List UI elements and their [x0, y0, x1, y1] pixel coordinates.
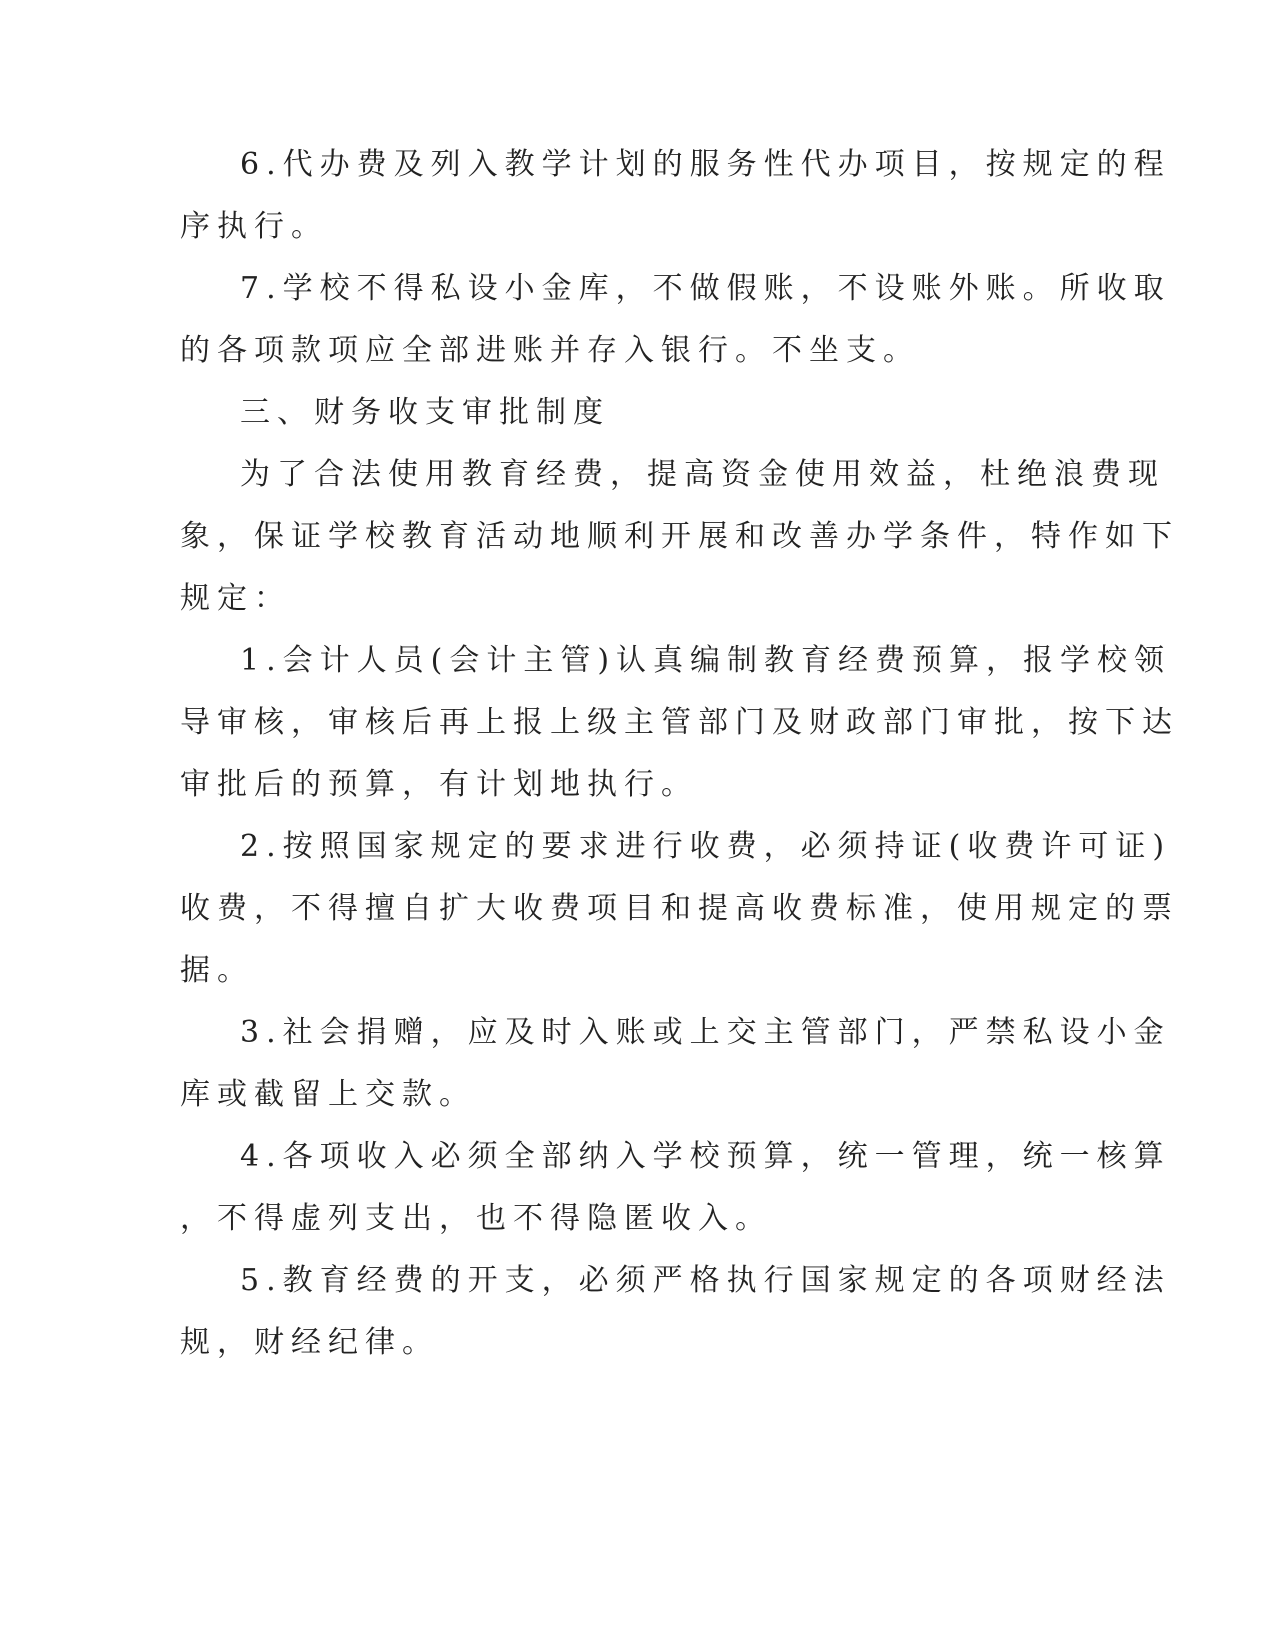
paragraph-line: 审批后的预算，有计划地执行。	[180, 767, 698, 802]
paragraph-line: 象，保证学校教育活动地顺利开展和改善办学条件，特作如下	[180, 519, 1179, 554]
paragraph-line: 库或截留上交款。	[180, 1077, 476, 1112]
paragraph-line: 7.学校不得私设小金库，不做假账，不设账外账。所收取	[240, 271, 1171, 306]
paragraph-line: 规，财经纪律。	[180, 1325, 439, 1360]
paragraph-line: 序执行。	[180, 209, 328, 244]
paragraph-line: 规定：	[180, 581, 291, 616]
paragraph-line: 为了合法使用教育经费，提高资金使用效益，杜绝浪费现	[240, 457, 1165, 492]
paragraph-line: ，不得虚列支出，也不得隐匿收入。	[180, 1201, 772, 1236]
paragraph-line: 3.社会捐赠，应及时入账或上交主管部门，严禁私设小金	[240, 1015, 1171, 1050]
paragraph-line: 4.各项收入必须全部纳入学校预算，统一管理，统一核算	[240, 1139, 1171, 1174]
paragraph-line: 据。	[180, 953, 254, 988]
section-heading-text: 三、财务收支审批制度	[240, 395, 610, 430]
paragraph-line: 导审核，审核后再上报上级主管部门及财政部门审批，按下达	[180, 705, 1179, 740]
paragraph-line: 5.教育经费的开支，必须严格执行国家规定的各项财经法	[240, 1263, 1171, 1298]
paragraph-line: 1.会计人员(会计主管)认真编制教育经费预算，报学校领	[240, 643, 1172, 678]
paragraph-line: 的各项款项应全部进账并存入银行。不坐支。	[180, 333, 920, 368]
paragraph-line: 收费，不得擅自扩大收费项目和提高收费标准，使用规定的票	[180, 891, 1179, 926]
paragraph-line: 2.按照国家规定的要求进行收费，必须持证(收费许可证)	[240, 829, 1172, 864]
paragraph-line: 6.代办费及列入教学计划的服务性代办项目，按规定的程	[240, 147, 1171, 182]
